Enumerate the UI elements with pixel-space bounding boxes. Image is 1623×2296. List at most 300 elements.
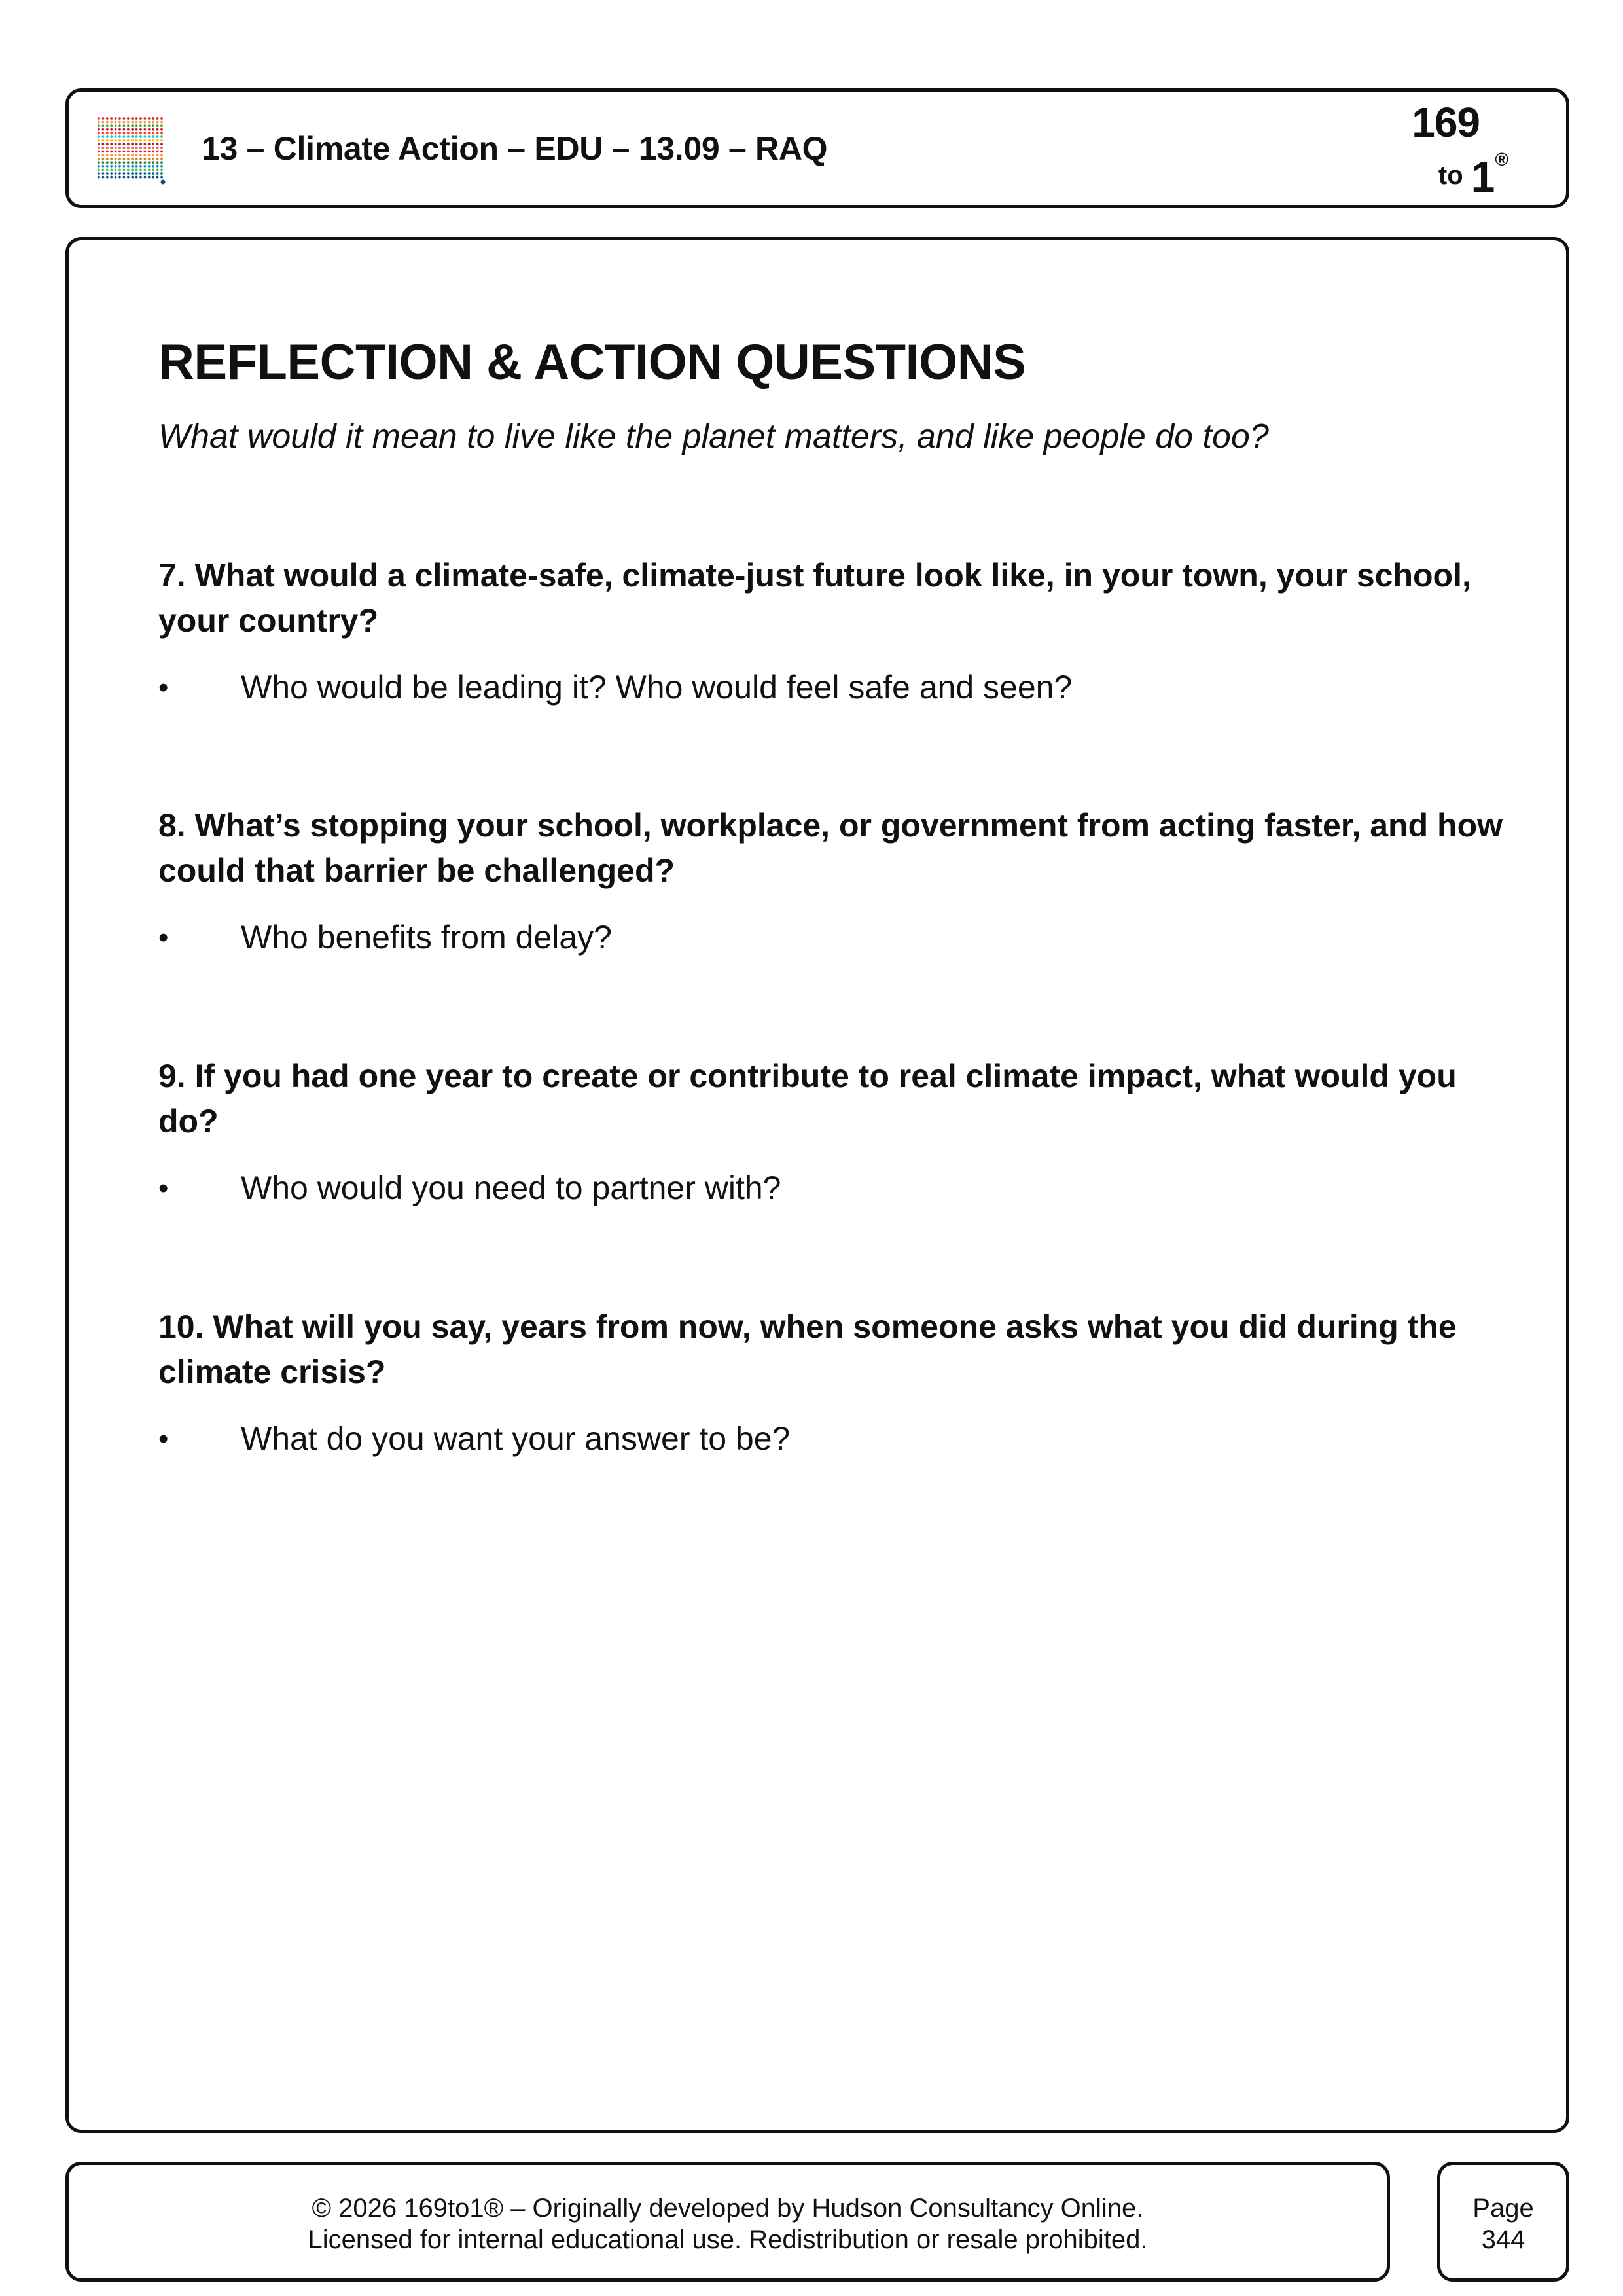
logo-dot	[118, 158, 121, 160]
logo-dot	[131, 165, 134, 168]
logo-dot	[135, 169, 138, 171]
logo-dot	[123, 135, 126, 138]
logo-dot	[123, 161, 126, 164]
logo-dot	[144, 135, 147, 138]
logo-dot	[152, 124, 154, 127]
logo-dot	[127, 176, 130, 179]
logo-dot	[102, 132, 105, 135]
logo-dot	[110, 147, 113, 149]
page-number: 344	[1481, 2225, 1525, 2254]
logo-dot	[106, 172, 109, 175]
logo-dot	[115, 165, 117, 168]
logo-dot	[156, 135, 159, 138]
logo-dot	[102, 121, 105, 124]
logo-dot	[131, 124, 134, 127]
logo-dot	[144, 169, 147, 171]
logo-dot	[156, 139, 159, 142]
logo-dot	[127, 172, 130, 175]
logo-dot	[127, 132, 130, 135]
logo-dot	[106, 132, 109, 135]
logo-dot	[148, 176, 151, 179]
bullet-text: Who would be leading it? Who would feel safe and seen?	[241, 669, 1073, 706]
logo-dot	[127, 135, 130, 138]
logo-dot	[115, 169, 117, 171]
logo-dot	[110, 172, 113, 175]
logo-dot	[144, 121, 147, 124]
logo-dot	[156, 154, 159, 156]
logo-dot	[144, 161, 147, 164]
logo-dot	[102, 135, 105, 138]
logo-dot	[139, 176, 142, 179]
question-bullet	[158, 1166, 1520, 1211]
question-10	[158, 1304, 1520, 1462]
logo-dot	[127, 117, 130, 120]
page-number-box	[1437, 2162, 1569, 2282]
logo-dot	[131, 169, 134, 171]
logo-dot	[118, 124, 121, 127]
page-label: Page	[1472, 2194, 1534, 2223]
question-text: 9. If you had one year to create or contribute to real climate impact, what would you do?	[158, 1058, 1457, 1139]
brand-mark	[1438, 149, 1508, 202]
logo-dot	[118, 151, 121, 153]
question-text: 7. What would a climate-safe, climate-just future look like, in your town, your school, your country?	[158, 557, 1471, 639]
logo-dot	[118, 128, 121, 131]
logo-dot	[156, 128, 159, 131]
logo-dot	[115, 124, 117, 127]
logo-dot	[135, 147, 138, 149]
question-bullet	[158, 915, 1520, 960]
logo-dot	[102, 172, 105, 175]
brand-to: to	[1438, 161, 1463, 190]
logo-dot	[131, 135, 134, 138]
logo-dot	[118, 147, 121, 149]
logo-dot	[135, 139, 138, 142]
logo-dot	[144, 128, 147, 131]
question-bullet	[158, 1416, 1520, 1462]
logo-dot	[152, 169, 154, 171]
logo-dot	[135, 117, 138, 120]
logo-dot	[139, 128, 142, 131]
logo-dot	[118, 143, 121, 145]
logo-dot	[123, 117, 126, 120]
logo-dot	[135, 161, 138, 164]
copyright-line: © 2026 169to1® – Originally developed by Hudson Consultancy Online.	[312, 2194, 1144, 2223]
logo-dot	[110, 132, 113, 135]
logo-dot	[102, 176, 105, 179]
logo-dot	[152, 151, 154, 153]
logo-dot	[110, 124, 113, 127]
logo-dot	[139, 172, 142, 175]
logo-dot	[135, 158, 138, 160]
brand-number: 169	[1412, 99, 1480, 146]
logo-dot	[110, 151, 113, 153]
question-text: 8. What’s stopping your school, workplace, or government from acting faster, and how could that barrier be challenged?	[158, 807, 1503, 889]
logo-dot	[148, 135, 151, 138]
logo-dot	[156, 124, 159, 127]
logo-dot	[110, 135, 113, 138]
logo-dot	[131, 139, 134, 142]
logo-dot	[106, 124, 109, 127]
logo-dot	[98, 139, 100, 142]
logo-dot	[102, 139, 105, 142]
logo-dot	[135, 124, 138, 127]
logo-dot	[135, 165, 138, 168]
question-text: 10. What will you say, years from now, when someone asks what you did during the climate crisis?	[158, 1308, 1457, 1390]
logo-dot	[115, 132, 117, 135]
logo-dot	[115, 176, 117, 179]
bullet-icon: •	[158, 1172, 169, 1204]
logo-dot	[139, 124, 142, 127]
logo-dot	[106, 154, 109, 156]
page-footer	[65, 2162, 1390, 2282]
logo-dot	[106, 143, 109, 145]
logo-dot	[110, 128, 113, 131]
logo-dot	[110, 139, 113, 142]
logo-dot	[106, 135, 109, 138]
logo-dot	[148, 165, 151, 168]
logo-dot	[160, 172, 163, 175]
logo-dot	[144, 139, 147, 142]
logo-dot	[148, 124, 151, 127]
logo-dot	[160, 121, 163, 124]
logo-dot	[118, 121, 121, 124]
logo-dot	[156, 165, 159, 168]
bullet-text: Who benefits from delay?	[241, 919, 612, 956]
logo-dot	[152, 172, 154, 175]
logo-dot	[118, 161, 121, 164]
bullet-icon: •	[158, 672, 169, 704]
logo-dot	[98, 147, 100, 149]
logo-dot	[144, 176, 147, 179]
logo-dot	[98, 124, 100, 127]
section-subtitle: What would it mean to live like the planet matters, and like people do too?	[158, 418, 1269, 456]
logo-dot	[139, 161, 142, 164]
logo-dot	[102, 169, 105, 171]
logo-dot	[160, 143, 163, 145]
logo-dot	[160, 128, 163, 131]
logo-dot	[131, 132, 134, 135]
logo-dot	[98, 117, 100, 120]
logo-dot	[115, 158, 117, 160]
logo-dot	[144, 158, 147, 160]
logo-dot	[139, 132, 142, 135]
logo-dot	[110, 117, 113, 120]
logo-dot	[139, 147, 142, 149]
logo-dot	[152, 161, 154, 164]
logo-dot	[106, 117, 109, 120]
logo-dot	[123, 124, 126, 127]
logo-dot	[152, 132, 154, 135]
logo-dot	[106, 169, 109, 171]
logo-dot	[118, 117, 121, 120]
bullet-text: What do you want your answer to be?	[241, 1420, 791, 1457]
header-title: 13 – Climate Action – EDU – 13.09 – RAQ	[202, 130, 828, 167]
logo-dot	[98, 176, 100, 179]
logo-dot	[139, 117, 142, 120]
logo-dot	[106, 147, 109, 149]
logo-dot	[152, 154, 154, 156]
logo-dot	[127, 165, 130, 168]
logo-dot	[160, 165, 163, 168]
logo-dot	[110, 158, 113, 160]
logo-dot	[152, 117, 154, 120]
logo-dot	[98, 161, 100, 164]
logo-dot	[135, 121, 138, 124]
logo-dot	[148, 139, 151, 142]
logo-dot	[152, 176, 154, 179]
logo-dot	[148, 158, 151, 160]
logo-dot	[98, 169, 100, 171]
logo-dot	[144, 172, 147, 175]
logo-dot	[131, 128, 134, 131]
logo-dot	[127, 124, 130, 127]
page-header	[65, 88, 1569, 208]
logo-dot	[98, 154, 100, 156]
logo-dot	[131, 143, 134, 145]
logo-dot	[115, 117, 117, 120]
logo-dot	[131, 154, 134, 156]
logo-dot	[156, 176, 159, 179]
logo-dot	[102, 161, 105, 164]
logo-dot	[98, 165, 100, 168]
logo-dot	[152, 165, 154, 168]
logo-dot	[98, 121, 100, 124]
logo-dot	[102, 154, 105, 156]
logo-dot	[135, 132, 138, 135]
logo-dot	[110, 165, 113, 168]
logo-dot	[110, 161, 113, 164]
logo-dot	[127, 169, 130, 171]
logo-dot	[139, 143, 142, 145]
logo-dot	[160, 176, 163, 179]
logo-dot	[144, 165, 147, 168]
logo-dot	[160, 147, 163, 149]
logo-dot	[160, 169, 163, 171]
logo-dot	[139, 121, 142, 124]
logo-dot	[156, 132, 159, 135]
logo-dot	[110, 143, 113, 145]
logo-dot	[131, 147, 134, 149]
logo-dot	[98, 132, 100, 135]
bullet-icon: •	[158, 1423, 169, 1455]
brand-one: 1	[1471, 152, 1495, 201]
logo-dot	[123, 154, 126, 156]
logo-dot	[160, 158, 163, 160]
logo-dot	[139, 158, 142, 160]
logo-dot	[106, 128, 109, 131]
logo-dot	[98, 128, 100, 131]
logo-dot	[102, 124, 105, 127]
logo-dot	[118, 165, 121, 168]
logo-dot	[144, 132, 147, 135]
logo-dot	[118, 172, 121, 175]
question-bullet	[158, 665, 1520, 710]
logo-dot	[148, 154, 151, 156]
logo-dot	[156, 117, 159, 120]
logo-dot	[106, 151, 109, 153]
logo-dot	[156, 172, 159, 175]
logo-final-dot	[161, 180, 166, 185]
logo-dot	[106, 139, 109, 142]
logo-dot	[102, 143, 105, 145]
logo-dot	[139, 154, 142, 156]
logo-dot	[98, 172, 100, 175]
logo-dot	[139, 151, 142, 153]
logo-dot	[152, 139, 154, 142]
logo-dot	[160, 124, 163, 127]
logo-dot	[148, 143, 151, 145]
logo-dot	[156, 143, 159, 145]
logo-dot	[118, 135, 121, 138]
main-content	[65, 237, 1569, 2133]
logo-dot	[148, 117, 151, 120]
logo-dot	[115, 121, 117, 124]
logo-dot	[127, 121, 130, 124]
logo-dot	[115, 161, 117, 164]
logo-dot	[131, 161, 134, 164]
logo-dot	[131, 158, 134, 160]
logo-dot	[123, 151, 126, 153]
logo-dot	[106, 176, 109, 179]
logo-dot	[127, 128, 130, 131]
logo-dot	[135, 128, 138, 131]
logo-dot	[148, 147, 151, 149]
logo-dot	[148, 121, 151, 124]
logo-dot	[123, 169, 126, 171]
logo-dot	[115, 147, 117, 149]
logo-dot	[148, 151, 151, 153]
logo-dot	[144, 117, 147, 120]
logo-dot	[123, 139, 126, 142]
section-title: REFLECTION & ACTION QUESTIONS	[158, 334, 1026, 390]
logo-dot	[135, 176, 138, 179]
logo-dot	[135, 154, 138, 156]
logo-dot	[115, 154, 117, 156]
logo-dot	[115, 139, 117, 142]
logo-dot	[118, 176, 121, 179]
logo-dot	[118, 139, 121, 142]
logo-dot	[106, 121, 109, 124]
logo-dot	[123, 143, 126, 145]
logo-dot	[148, 161, 151, 164]
license-line: Licensed for internal educational use. Redistribution or resale prohibited.	[308, 2225, 1148, 2254]
logo-dot	[152, 135, 154, 138]
logo-dot	[160, 132, 163, 135]
logo-dot	[135, 135, 138, 138]
logo-dot	[118, 154, 121, 156]
logo-dot	[127, 147, 130, 149]
logo-dot	[160, 151, 163, 153]
logo-dot	[139, 169, 142, 171]
logo-dot	[135, 151, 138, 153]
logo-dot	[131, 176, 134, 179]
logo-dot	[115, 151, 117, 153]
logo-dot	[106, 165, 109, 168]
logo-dot	[123, 132, 126, 135]
logo-dot	[135, 143, 138, 145]
question-8	[158, 803, 1520, 960]
question-7	[158, 553, 1520, 710]
logo-dot	[127, 154, 130, 156]
logo-dot	[152, 147, 154, 149]
logo-dot	[102, 147, 105, 149]
logo-dot	[152, 158, 154, 160]
logo-dot	[118, 169, 121, 171]
logo-dot	[160, 117, 163, 120]
logo-dot	[156, 161, 159, 164]
brand-registered: ®	[1495, 149, 1508, 170]
question-9	[158, 1054, 1520, 1211]
logo-dot	[123, 165, 126, 168]
logo-dot	[131, 151, 134, 153]
logo-dot	[156, 151, 159, 153]
logo-dot	[152, 128, 154, 131]
logo-dot	[127, 139, 130, 142]
logo-dot	[139, 165, 142, 168]
copyright-notice	[69, 2193, 1387, 2255]
logo-dot	[152, 143, 154, 145]
logo-dot	[135, 172, 138, 175]
logo-dot	[148, 132, 151, 135]
logo-dot	[160, 154, 163, 156]
logo-dot	[110, 154, 113, 156]
logo-dot	[156, 147, 159, 149]
logo-dot	[98, 151, 100, 153]
logo-dot	[131, 172, 134, 175]
logo-dot	[98, 158, 100, 160]
logo-dot	[144, 154, 147, 156]
logo-dot	[123, 128, 126, 131]
logo-dot	[131, 121, 134, 124]
logo-dot	[110, 121, 113, 124]
logo-dot	[118, 132, 121, 135]
logo-dot	[160, 161, 163, 164]
logo-dot	[102, 158, 105, 160]
logo-dot	[144, 147, 147, 149]
logo-dot	[115, 143, 117, 145]
bullet-text: Who would you need to partner with?	[241, 1170, 781, 1206]
logo-dot	[106, 158, 109, 160]
logo-dot	[110, 176, 113, 179]
logo-dot	[139, 135, 142, 138]
logo-dot	[127, 161, 130, 164]
logo-dot	[156, 121, 159, 124]
logo-dot	[127, 158, 130, 160]
logo-dot	[123, 121, 126, 124]
logo-dot	[98, 143, 100, 145]
logo-dot	[156, 158, 159, 160]
page-indicator	[1440, 2193, 1566, 2255]
sdg-dots-logo-icon	[96, 117, 167, 185]
logo-dot	[144, 124, 147, 127]
logo-dot	[115, 172, 117, 175]
logo-dot	[127, 151, 130, 153]
logo-dot	[115, 128, 117, 131]
logo-dot	[160, 139, 163, 142]
logo-dot	[160, 135, 163, 138]
logo-dot	[148, 128, 151, 131]
logo-dot	[98, 135, 100, 138]
logo-dot	[123, 147, 126, 149]
logo-dot	[110, 169, 113, 171]
logo-dot	[148, 172, 151, 175]
logo-dot	[102, 128, 105, 131]
logo-dot	[152, 121, 154, 124]
logo-dot	[115, 135, 117, 138]
logo-dot	[144, 143, 147, 145]
logo-dot	[144, 151, 147, 153]
logo-dot	[123, 172, 126, 175]
